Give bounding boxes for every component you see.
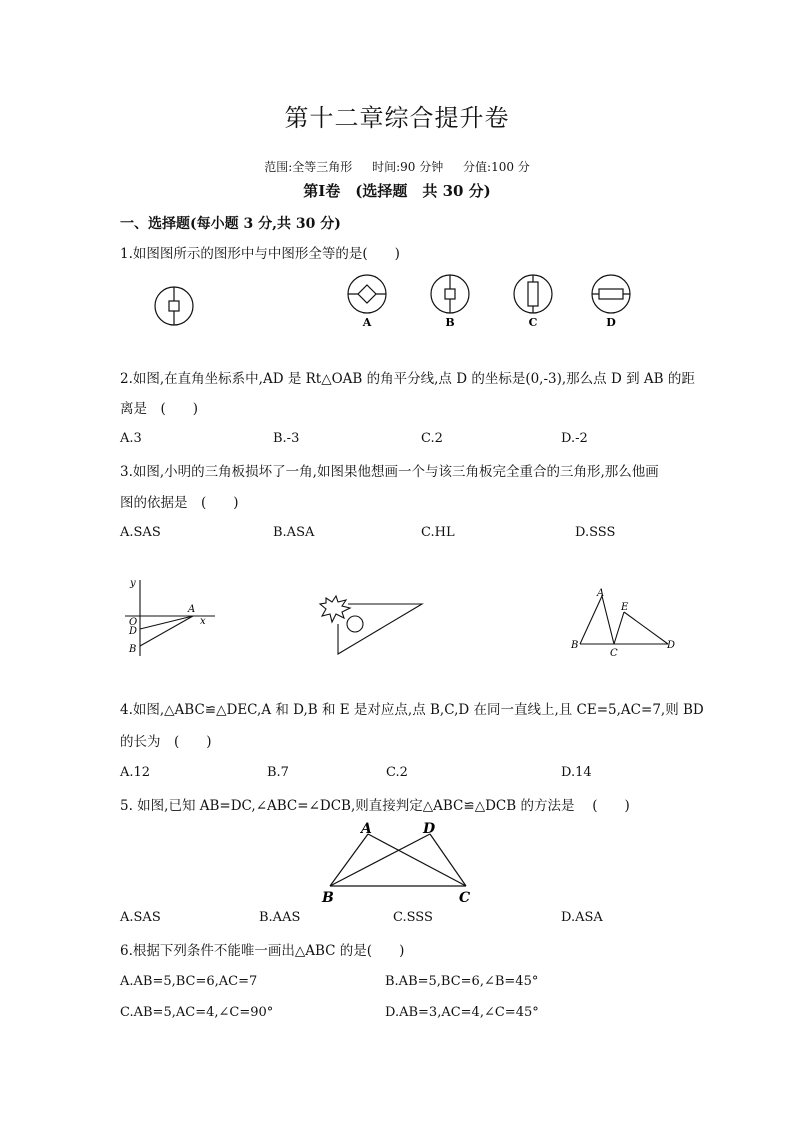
q3-option-c: C.HL xyxy=(421,525,455,540)
page-title: 第十二章综合提升卷 xyxy=(284,104,510,132)
q5-option-b: B.AAS xyxy=(259,910,301,925)
q6-option-d: D.AB=3,AC=4,∠C=45° xyxy=(385,1005,539,1020)
point-d-label: D xyxy=(423,821,436,837)
q3-option-a: A.SAS xyxy=(120,525,161,540)
point-a-label: A xyxy=(188,604,196,615)
question-2-line2: 离是 ( ) xyxy=(120,401,199,417)
option-d-label: D xyxy=(606,316,616,329)
q4-option-a: A.12 xyxy=(120,765,151,780)
option-b-label: B xyxy=(445,316,455,329)
option-a-label: A xyxy=(362,316,372,329)
volume-heading: 第Ⅰ卷 (选择题 共 30 分) xyxy=(303,182,491,200)
point-b-label: B xyxy=(322,890,334,906)
q3-option-b: B.ASA xyxy=(273,525,315,540)
q6-option-a: A.AB=5,BC=6,AC=7 xyxy=(120,974,258,989)
meta-score: 分值:100 分 xyxy=(463,160,530,174)
q2-option-d: D.-2 xyxy=(561,431,588,446)
q5-option-c: C.SSS xyxy=(393,910,433,925)
question-1-text: 1.如图图所示的图形中与中图形全等的是( ) xyxy=(120,246,400,262)
exam-meta xyxy=(0,158,794,175)
q3-option-d: D.SSS xyxy=(575,525,616,540)
q2-option-a: A.3 xyxy=(120,431,142,446)
point-a-label: A xyxy=(597,588,605,599)
point-c-label: C xyxy=(610,648,618,658)
meta-scope: 范围:全等三角形 xyxy=(264,160,353,174)
question-6-text: 6.根据下列条件不能唯一画出△ABC 的是( ) xyxy=(120,943,405,959)
point-a-label: A xyxy=(361,821,372,837)
q2-coordinate-figure xyxy=(125,574,225,658)
point-b-label: B xyxy=(571,640,579,651)
q2-option-b: B.-3 xyxy=(273,431,300,446)
option-c-label: C xyxy=(528,316,538,329)
q4-triangles-figure xyxy=(568,586,678,658)
q4-option-b: B.7 xyxy=(267,765,289,780)
q5-option-a: A.SAS xyxy=(120,910,161,925)
section-heading: 一、选择题(每小题 3 分,共 30 分) xyxy=(120,216,341,232)
point-o-label: O xyxy=(129,617,138,628)
meta-time: 时间:90 分钟 xyxy=(372,160,444,174)
point-e-label: E xyxy=(621,602,629,613)
broken-triangle-figure xyxy=(318,594,428,658)
point-c-label: C xyxy=(459,890,471,906)
q2-option-c: C.2 xyxy=(421,431,443,446)
q4-option-d: D.14 xyxy=(561,765,592,780)
question-4-line2: 的长为 ( ) xyxy=(120,734,212,750)
point-b-label: B xyxy=(129,644,137,655)
q5-option-d: D.ASA xyxy=(561,910,603,925)
question-2-line1: 2.如图,在直角坐标系中,AD 是 Rt△OAB 的角平分线,点 D 的坐标是(0,-3),那么点 D 到 AB 的距 xyxy=(120,371,695,387)
q6-option-b: B.AB=5,BC=6,∠B=45° xyxy=(385,974,539,989)
point-d-label: D xyxy=(129,626,138,637)
question-5-text: 5. 如图,已知 AB=DC,∠ABC=∠DCB,则直接判定△ABC≌△DCB 的方法是 ( ) xyxy=(120,798,630,814)
q4-option-c: C.2 xyxy=(386,765,408,780)
question-3-line2: 图的依据是 ( ) xyxy=(120,495,239,511)
question-4-line1: 4.如图,△ABC≌△DEC,A 和 D,B 和 E 是对应点,点 B,C,D 在同一直线上,且 CE=5,AC=7,则 BD xyxy=(120,702,704,718)
question-1-figure xyxy=(140,270,660,332)
point-d-label: D xyxy=(667,640,676,651)
question-3-line1: 3.如图,小明的三角板损坏了一角,如图果他想画一个与该三角板完全重合的三角形,那么他画 xyxy=(120,464,659,480)
q6-option-c: C.AB=5,AC=4,∠C=90° xyxy=(120,1005,274,1020)
y-axis-label: y xyxy=(130,578,136,589)
x-axis-label: x xyxy=(200,616,206,627)
q5-triangles-figure xyxy=(318,818,478,906)
